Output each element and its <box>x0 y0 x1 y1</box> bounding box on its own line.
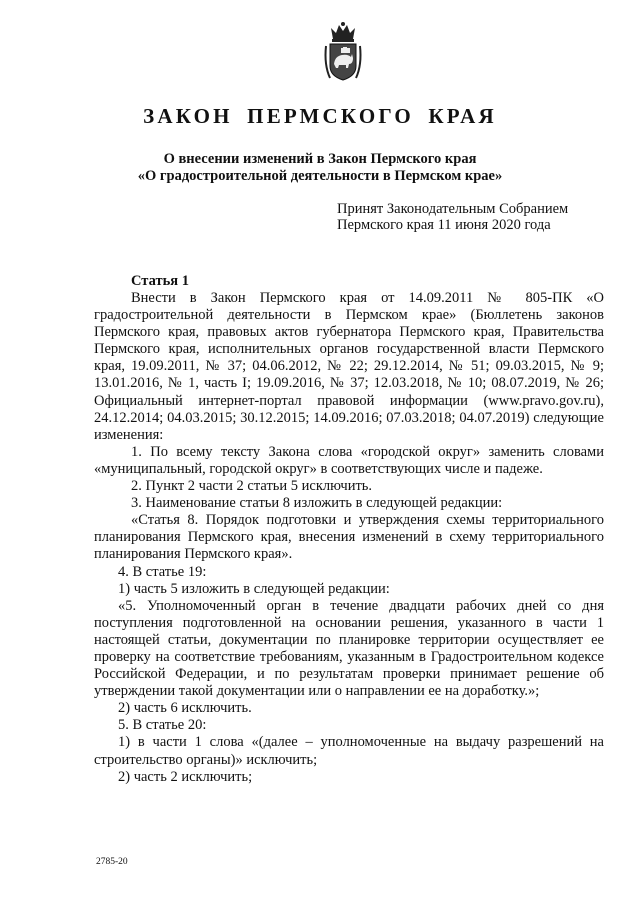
item-5-subitem-2: 2) часть 2 исключить; <box>118 768 253 785</box>
item-5: 5. В статье 20: <box>118 717 207 734</box>
subtitle-line-1: О внесении изменений в Закон Пермского края <box>163 151 477 167</box>
item-2: 2. Пункт 2 части 2 статьи 5 исключить. <box>131 478 373 495</box>
item-5-subitem-1: 1) в части 1 слова «(далее – уполномоченные на выдачу разрешений на строительство органы)» исключить; <box>94 734 604 768</box>
item-4-subitem-1-quote: «5. Уполномоченный орган в течение двадцати рабочих дней со дня поступления подготовленной на основании решения, указанного в части 1 настоящей статьи, документации по планировке территории осуществляет ее проверку на соответствие требованиям, указанным в Градостроительном кодексе Российской Федерации, и по результатам проверки принимает решение об утверждении такой документации или о направлении ее на доработку.»; <box>94 597 604 700</box>
article-heading: Статья 1 <box>131 273 189 289</box>
item-4-subitem-2: 2) часть 6 исключить. <box>118 700 252 717</box>
item-3: 3. Наименование статьи 8 изложить в следующей редакции: <box>131 495 503 512</box>
perm-krai-coat-of-arms-icon <box>322 20 364 82</box>
document-code: 2785-20 <box>96 857 128 867</box>
item-1: 1. По всему тексту Закона слова «городской округ» заменить словами «муниципальный, городской округ» в соответствующих числе и падеже. <box>94 443 604 477</box>
intro-paragraph: Внести в Закон Пермского края от 14.09.2011 № 805-ПК «О градостроительной деятельности в Пермском крае» (Бюллетень законов Пермского края, правовых актов губернатора Пермского края, Правительства Пермского края, исполнительных органов государственной власти Пермского края, 19.09.2011, № 37; 04.06.2012, № 22; 29.12.2014, № 51; 09.03.2015, № 9; 13.01.2016, № 1, часть I; 19.09.2016, № 37; 12.03.2018, № 10; 08.07.2019, № 26; Официальный интернет-портал правовой информации (www.pravo.gov.ru), 24.12.2014; 04.03.2015; 30.12.2015; 14.09.2016; 07.03.2018; 04.07.2019) следующие изменения: <box>94 290 604 443</box>
law-title: ЗАКОН ПЕРМСКОГО КРАЯ <box>143 104 497 128</box>
subtitle-line-2: «О градостроительной деятельности в Пермском крае» <box>137 168 503 184</box>
item-4-subitem-1: 1) часть 5 изложить в следующей редакции: <box>118 580 390 597</box>
adopted-line-2: Пермского края 11 июня 2020 года <box>337 217 551 233</box>
adopted-line-1: Принят Законодательным Собранием <box>337 201 569 217</box>
item-3-quote: «Статья 8. Порядок подготовки и утверждения схемы территориального планирования Пермского края, внесения изменений в схему территориального планирования Пермского края». <box>94 512 604 563</box>
item-4: 4. В статье 19: <box>118 563 207 580</box>
article-body <box>94 290 604 786</box>
